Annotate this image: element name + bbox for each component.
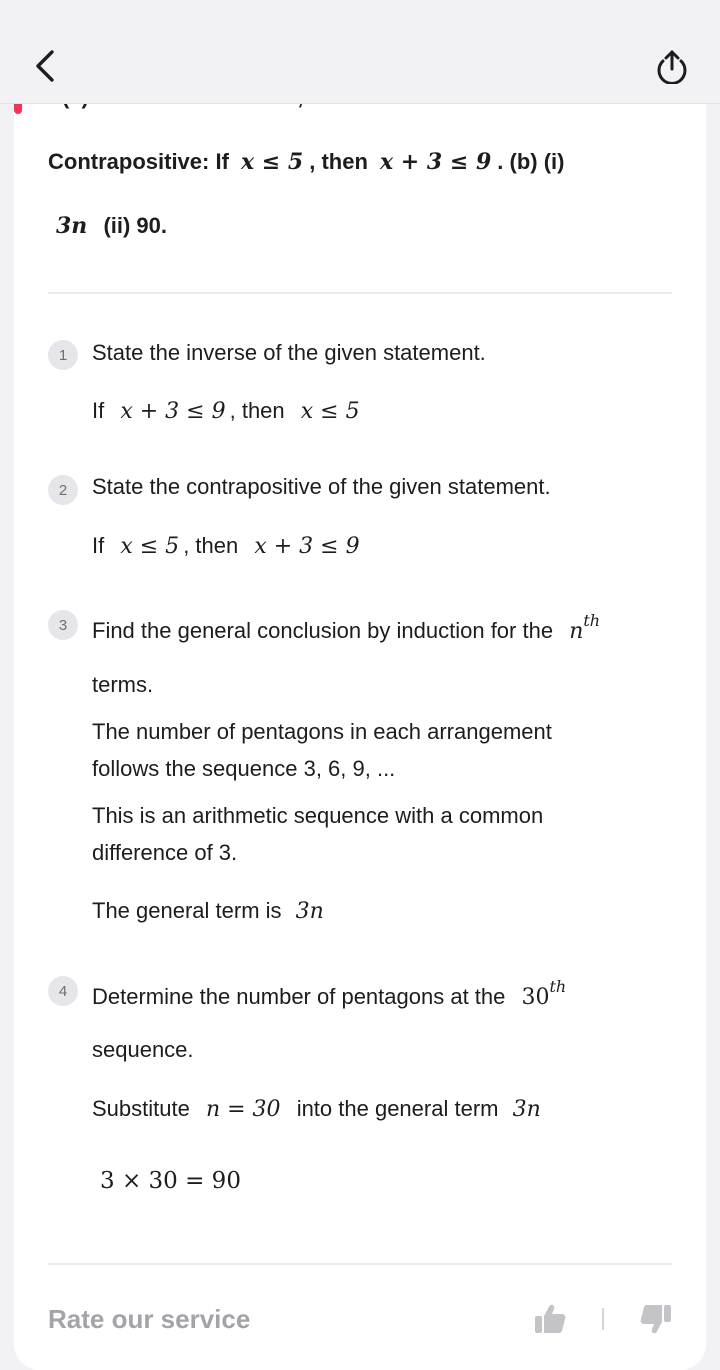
thumbs-up-icon — [532, 1302, 568, 1336]
step-3-para2-line1: This is an arithmetic sequence with a common — [92, 803, 544, 828]
share-upload-icon — [654, 48, 690, 84]
thumbs-down-icon — [638, 1302, 674, 1336]
divider-bottom — [48, 1263, 672, 1265]
rate-service-label: Rate our service — [48, 1304, 251, 1334]
answer-result: x + 3 ≤ 9 — [380, 149, 492, 175]
step-number-3: 3 — [48, 610, 78, 640]
thumbs-up-button[interactable] — [532, 1302, 568, 1336]
step-3-para2-line2: difference of 3. — [92, 840, 238, 865]
step-4-calculation: 3 × 30 = 90 — [100, 1168, 241, 1194]
step-1-title: State the inverse of the given statement. — [92, 340, 486, 365]
answer-line-2: 3n (ii) 90. — [56, 213, 168, 239]
thumbs-down-button[interactable] — [638, 1302, 674, 1336]
back-button[interactable] — [28, 46, 62, 86]
step-1-statement: If x + 3 ≤ 9 , then x ≤ 5 — [92, 398, 360, 424]
top-bar — [0, 0, 720, 104]
step-3-title-cont: terms. — [92, 672, 154, 697]
step-2-statement: If x ≤ 5 , then x + 3 ≤ 9 — [92, 533, 360, 559]
step-number-2: 2 — [48, 475, 78, 505]
step-number-1: 1 — [48, 340, 78, 370]
step-4-title-cont: sequence. — [92, 1037, 194, 1062]
rating-separator — [602, 1308, 604, 1330]
step-3-para1-line2: follows the sequence 3, 6, 9, ... — [92, 756, 396, 781]
step-3-title: Find the general conclusion by induction for the $n^{th}$ — [92, 611, 601, 644]
share-button[interactable] — [652, 46, 692, 86]
step-4-title: Determine the number of pentagons at the 30th — [92, 977, 567, 1010]
step-number-4: 4 — [48, 976, 78, 1006]
step-4-substitute: Substitute n = 30 into the general term 3n — [92, 1096, 541, 1122]
step-3-para1-line1: The number of pentagons in each arrangement — [92, 719, 552, 744]
answer-cond: x ≤ 5 — [241, 149, 304, 175]
answer-summary — [48, 142, 668, 246]
step-2-title: State the contrapositive of the given statement. — [92, 474, 551, 499]
answer-line-1: Contrapositive: If x ≤ 5 , then x + 3 ≤ 9 . (b) (i) — [48, 149, 565, 175]
divider-top — [48, 292, 672, 294]
step-3-general-term: The general term is 3n — [92, 898, 324, 924]
chevron-left-icon — [34, 49, 56, 83]
answer-term: 3n — [56, 213, 88, 239]
